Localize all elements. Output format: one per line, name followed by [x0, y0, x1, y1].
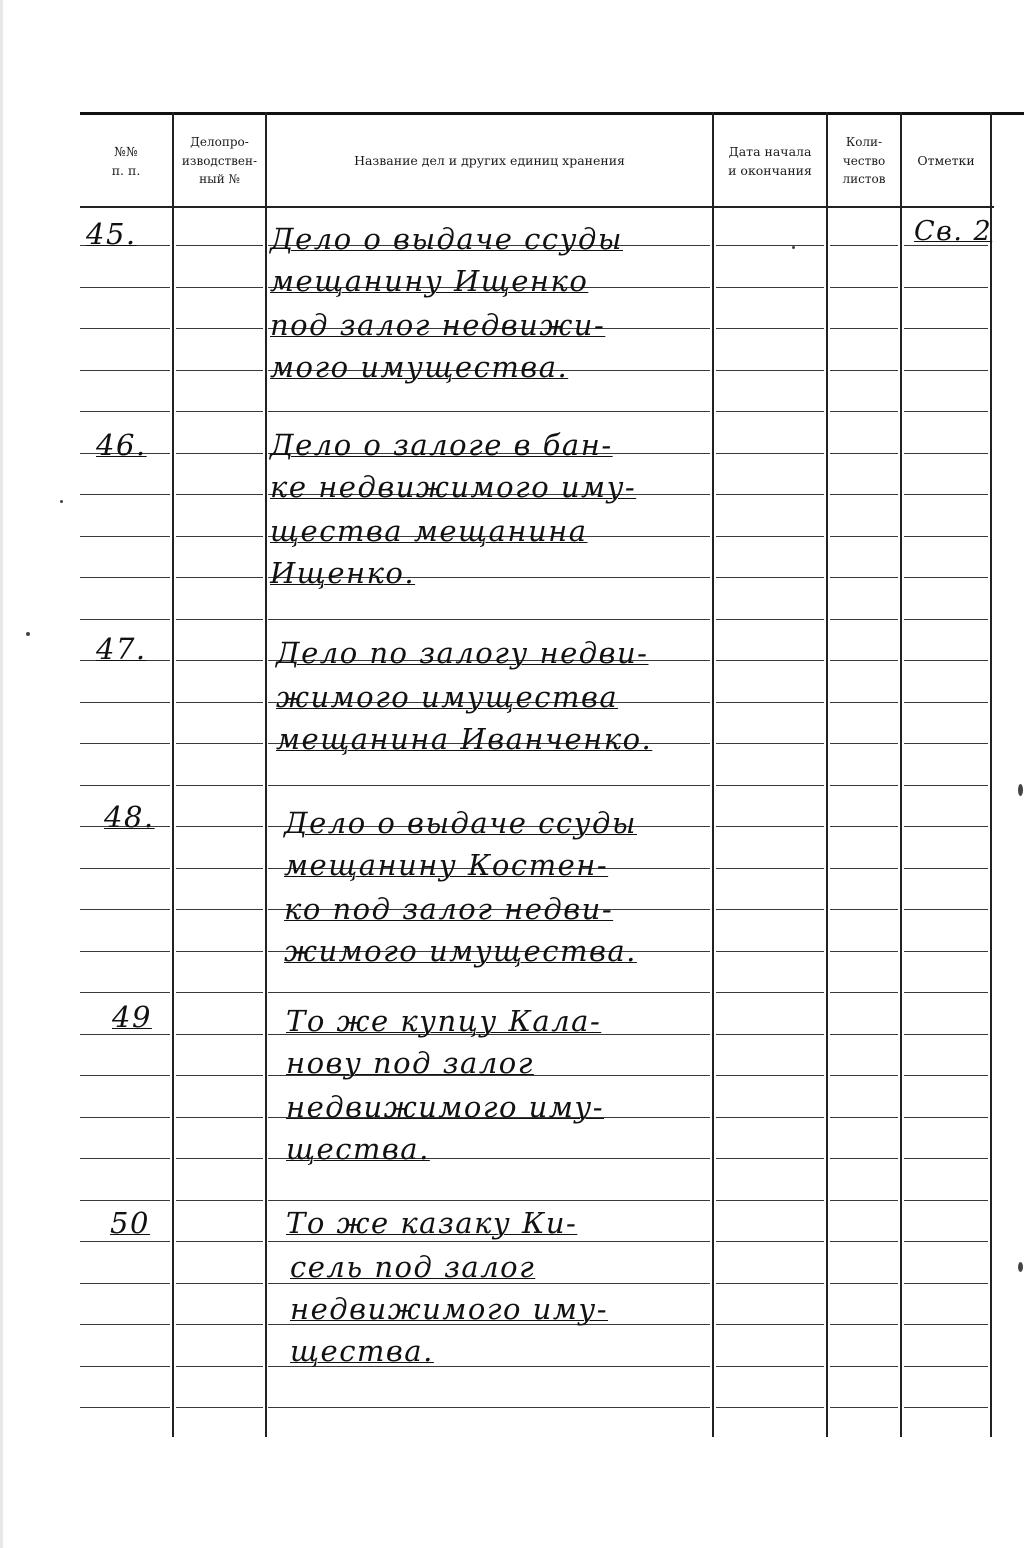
- scan-speck: [26, 632, 30, 636]
- ruled-line: [80, 1407, 170, 1408]
- ruled-line: [830, 1075, 898, 1076]
- entry-title-line: Дело о выдаче ссуды: [284, 806, 637, 840]
- ruled-line: [716, 743, 824, 744]
- ruled-line: [80, 702, 170, 703]
- ruled-line: [904, 1158, 988, 1159]
- ruled-line: [904, 494, 988, 495]
- ruled-line: [268, 785, 710, 786]
- ruled-line: [80, 785, 170, 786]
- ruled-line: [830, 1200, 898, 1201]
- ruled-line: [830, 785, 898, 786]
- ruled-line: [80, 619, 170, 620]
- column-divider: [900, 112, 902, 1437]
- ruled-line: [80, 1117, 170, 1118]
- ruled-line: [904, 536, 988, 537]
- ruled-line: [716, 1283, 824, 1284]
- ruled-line: [830, 909, 898, 910]
- entry-number: 48.: [104, 800, 155, 834]
- ruled-line: [176, 1324, 263, 1325]
- ruled-line: [904, 785, 988, 786]
- ruled-line: [176, 909, 263, 910]
- ruled-line: [904, 328, 988, 329]
- ruled-line: [716, 1324, 824, 1325]
- ruled-line: [830, 494, 898, 495]
- ruled-line: [716, 1117, 824, 1118]
- ruled-line: [80, 411, 170, 412]
- entry-number: 49: [112, 1000, 152, 1034]
- ruled-line: [830, 1283, 898, 1284]
- ruled-line: [716, 951, 824, 952]
- ruled-line: [904, 660, 988, 661]
- ruled-line: [830, 577, 898, 578]
- ruled-line: [176, 370, 263, 371]
- ruled-line: [80, 1034, 170, 1035]
- ruled-line: [80, 1283, 170, 1284]
- ruled-line: [716, 1366, 824, 1367]
- ruled-line: [904, 826, 988, 827]
- entry-title-line: под залог недвижи-: [270, 308, 606, 342]
- ruled-line: [716, 1158, 824, 1159]
- ruled-line: [904, 992, 988, 993]
- entry-title-line: Дело по залогу недви-: [276, 636, 649, 670]
- ruled-line: [176, 702, 263, 703]
- entry-number: 46.: [96, 428, 147, 462]
- ruled-line: [176, 1241, 263, 1242]
- ruled-line: [716, 619, 824, 620]
- column-divider: [265, 112, 267, 1437]
- ruled-line: [268, 992, 710, 993]
- ruled-line: [904, 287, 988, 288]
- ruled-line: [716, 868, 824, 869]
- header-office-number: Делопро- изводствен- ный №: [181, 135, 258, 187]
- header-sheets: Коли- чество листов: [842, 135, 886, 187]
- entry-title-line: щества.: [286, 1132, 430, 1166]
- entry-title-line: ке недвижимого иму-: [270, 470, 637, 504]
- ruled-line: [176, 1034, 263, 1035]
- entry-number: 47.: [96, 632, 147, 666]
- ruled-line: [830, 287, 898, 288]
- ruled-line: [176, 1407, 263, 1408]
- ruled-line: [80, 1324, 170, 1325]
- ruled-line: [830, 619, 898, 620]
- ruled-line: [830, 826, 898, 827]
- ruled-line: [716, 328, 824, 329]
- ruled-line: [176, 1075, 263, 1076]
- ruled-line: [830, 868, 898, 869]
- ruled-line: [176, 453, 263, 454]
- ruled-line: [176, 1366, 263, 1367]
- entry-title-line: недвижимого иму-: [290, 1292, 609, 1326]
- ruled-line: [904, 1283, 988, 1284]
- ruled-line: [80, 536, 170, 537]
- ruled-line: [830, 411, 898, 412]
- entry-title-line: недвижимого иму-: [286, 1090, 605, 1124]
- scan-speck: [792, 246, 795, 249]
- ruled-line: [830, 660, 898, 661]
- ruled-line: [904, 743, 988, 744]
- ruled-line: [176, 785, 263, 786]
- ruled-line: [830, 702, 898, 703]
- ruled-line: [80, 370, 170, 371]
- ruled-line: [830, 1158, 898, 1159]
- entry-title-line: жимого имущества: [276, 680, 619, 714]
- ruled-line: [904, 1075, 988, 1076]
- ruled-line: [80, 1366, 170, 1367]
- ruled-line: [176, 1200, 263, 1201]
- entry-title-line: жимого имущества.: [284, 934, 637, 968]
- ruled-line: [176, 536, 263, 537]
- entry-title-line: ко под залог недви-: [284, 892, 614, 926]
- ruled-line: [176, 1283, 263, 1284]
- ruled-line: [830, 536, 898, 537]
- ruled-line: [904, 1324, 988, 1325]
- ruled-line: [716, 494, 824, 495]
- ruled-line: [716, 453, 824, 454]
- ruled-line: [904, 453, 988, 454]
- ruled-line: [716, 1407, 824, 1408]
- ruled-line: [830, 245, 898, 246]
- ruled-line: [716, 245, 824, 246]
- column-divider: [712, 112, 714, 1437]
- ruled-line: [716, 536, 824, 537]
- ruled-line: [904, 951, 988, 952]
- ruled-line: [80, 992, 170, 993]
- ruled-line: [176, 826, 263, 827]
- ruled-line: [830, 1034, 898, 1035]
- ruled-line: [268, 411, 710, 412]
- column-divider: [826, 112, 828, 1437]
- ruled-line: [268, 619, 710, 620]
- ruled-line: [176, 245, 263, 246]
- entry-title-line: мещанину Ищенко: [270, 264, 589, 298]
- header-bottom-border: [80, 206, 994, 208]
- ruled-line: [176, 660, 263, 661]
- ruled-line: [80, 868, 170, 869]
- ruled-line: [716, 1075, 824, 1076]
- scan-edge: [0, 0, 3, 1548]
- ruled-line: [176, 992, 263, 993]
- ruled-line: [716, 577, 824, 578]
- ruled-line: [716, 287, 824, 288]
- ruled-line: [716, 826, 824, 827]
- ruled-line: [80, 1075, 170, 1076]
- entry-title-line: мого имущества.: [270, 350, 569, 384]
- header-dates: Дата начала и окончания: [728, 143, 812, 178]
- ruled-line: [80, 1241, 170, 1242]
- ruled-line: [830, 453, 898, 454]
- entry-title-line: То же казаку Ки-: [286, 1206, 578, 1240]
- ruled-line: [80, 909, 170, 910]
- ruled-line: [904, 909, 988, 910]
- ruled-line: [80, 328, 170, 329]
- ruled-line: [716, 1034, 824, 1035]
- ruled-line: [716, 411, 824, 412]
- ruled-line: [830, 1117, 898, 1118]
- ruled-line: [904, 1200, 988, 1201]
- ruled-line: [830, 1324, 898, 1325]
- entry-title-line: мещанина Иванченко.: [276, 722, 653, 756]
- ruled-line: [80, 577, 170, 578]
- entry-number: 50: [110, 1206, 150, 1240]
- ruled-line: [830, 1366, 898, 1367]
- ruled-line: [716, 702, 824, 703]
- ruled-line: [176, 868, 263, 869]
- ruled-line: [176, 951, 263, 952]
- entry-title-line: Ищенко.: [270, 556, 416, 590]
- header-number: №№ п. п.: [111, 143, 141, 178]
- ruled-line: [80, 494, 170, 495]
- entry-title-line: нову под залог: [286, 1046, 534, 1080]
- ruled-line: [268, 1200, 710, 1201]
- ruled-line: [176, 577, 263, 578]
- ruled-line: [904, 370, 988, 371]
- ruled-line: [716, 1241, 824, 1242]
- entry-title-line: То же купцу Кала-: [286, 1004, 602, 1038]
- ruled-line: [176, 743, 263, 744]
- ruled-line: [80, 287, 170, 288]
- ruled-line: [904, 619, 988, 620]
- ruled-line: [830, 1241, 898, 1242]
- ruled-line: [716, 992, 824, 993]
- entry-title-line: мещанину Костен-: [284, 848, 609, 882]
- ruled-line: [268, 1407, 710, 1408]
- table-top-border: [80, 112, 1024, 115]
- header-title: Название дел и других единиц хранения: [354, 153, 625, 169]
- header-notes: Отметки: [917, 153, 975, 169]
- column-divider: [172, 112, 174, 1437]
- ruled-line: [830, 743, 898, 744]
- ruled-line: [830, 370, 898, 371]
- ruled-line: [904, 1241, 988, 1242]
- ruled-line: [176, 494, 263, 495]
- ruled-line: [830, 1407, 898, 1408]
- ruled-line: [716, 370, 824, 371]
- entry-title-line: щества.: [290, 1334, 434, 1368]
- ruled-line: [176, 1117, 263, 1118]
- ruled-line: [80, 951, 170, 952]
- ruled-line: [716, 785, 824, 786]
- ruled-line: [176, 619, 263, 620]
- entry-title-line: Дело о залоге в бан-: [270, 428, 613, 462]
- ruled-line: [904, 702, 988, 703]
- entry-note: Св. 2: [914, 216, 993, 247]
- entry-title-line: Дело о выдаче ссуды: [270, 222, 623, 256]
- ruled-line: [830, 951, 898, 952]
- ruled-line: [80, 743, 170, 744]
- ruled-line: [176, 328, 263, 329]
- scan-speck: [1018, 784, 1023, 796]
- entry-title-line: сель под залог: [290, 1250, 536, 1284]
- ruled-line: [904, 1117, 988, 1118]
- ruled-line: [830, 992, 898, 993]
- ruled-line: [904, 411, 988, 412]
- ruled-line: [176, 1158, 263, 1159]
- ruled-line: [716, 660, 824, 661]
- ruled-line: [904, 1366, 988, 1367]
- ruled-line: [80, 1158, 170, 1159]
- entry-title-line: щества мещанина: [270, 514, 588, 548]
- scan-speck: [60, 500, 63, 503]
- scan-speck: [1018, 1262, 1023, 1272]
- ruled-line: [176, 411, 263, 412]
- ruled-line: [176, 287, 263, 288]
- ruled-line: [716, 909, 824, 910]
- ruled-line: [80, 1200, 170, 1201]
- entry-number: 45.: [86, 217, 137, 251]
- ruled-line: [904, 577, 988, 578]
- ruled-line: [904, 1407, 988, 1408]
- ruled-line: [268, 1241, 710, 1242]
- ruled-line: [716, 1200, 824, 1201]
- column-divider: [990, 112, 992, 1437]
- ruled-line: [904, 1034, 988, 1035]
- ruled-line: [904, 868, 988, 869]
- ruled-line: [830, 328, 898, 329]
